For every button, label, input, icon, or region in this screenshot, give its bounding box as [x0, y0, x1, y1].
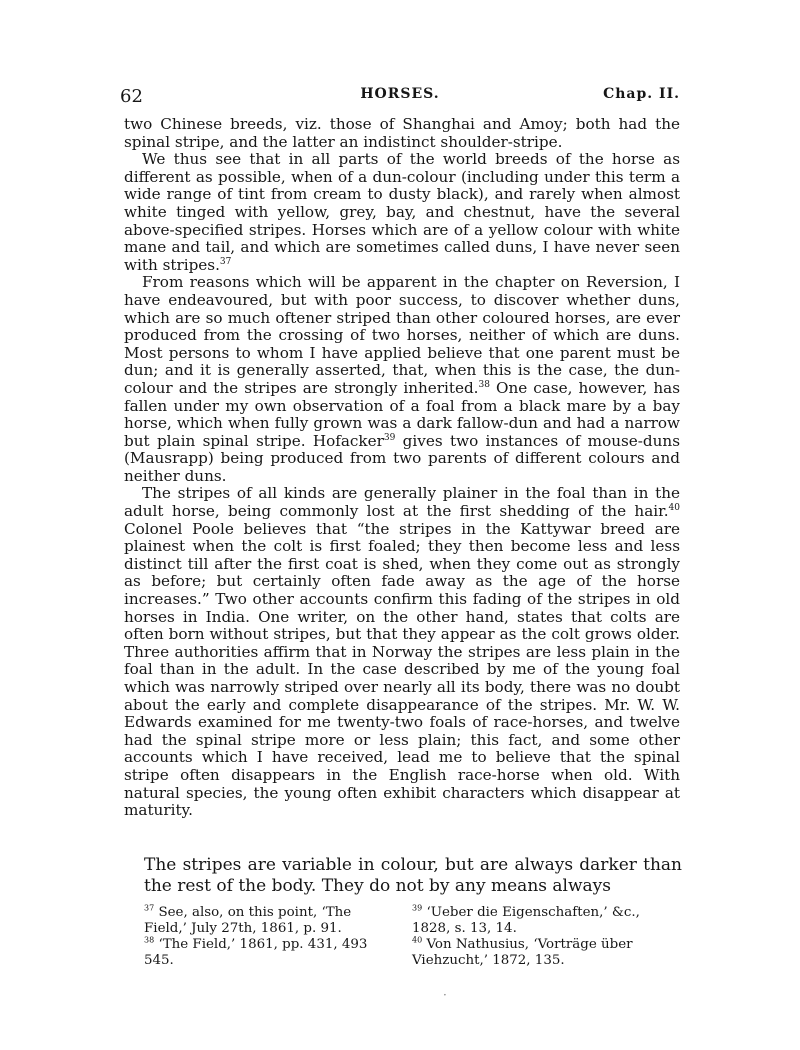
footnote-mark-38: 38	[144, 935, 155, 945]
footnote-mark-39: 39	[412, 903, 423, 913]
footnote-37	[144, 905, 394, 937]
footnote-text-39: ‘Ueber die Eigenschaften,’ &c., 1828, s. 13, 14.	[412, 905, 640, 936]
footnote-ref-39: 39	[383, 432, 396, 443]
footnote-mark-37: 37	[144, 903, 155, 913]
chapter-label: Chap. II.	[603, 86, 680, 102]
page-number: 62	[120, 86, 143, 107]
paragraph-3	[124, 274, 680, 485]
footnotes-right-column	[412, 905, 662, 969]
paragraph-5: The stripes are variable in colour, but are always darker than the rest of the body. They do not by any means always	[144, 855, 682, 896]
footnote-ref-37: 37	[219, 256, 232, 267]
running-header	[120, 86, 680, 114]
paragraph-4-text-a: The stripes of all kinds are generally plainer in the foal than in the adult horse, being commonly lost at the first shedding of the hair.	[124, 484, 680, 521]
footnote-ref-40: 40	[668, 503, 680, 513]
footnote-text-37: See, also, on this point, ‘The Field,’ July 27th, 1861, p. 91.	[144, 905, 352, 936]
body-text	[124, 116, 680, 820]
paragraph-2	[124, 151, 680, 274]
paragraph-2-text: We thus see that in all parts of the world breeds of the horse as different as possible, when of a dun-colour (including under this term a wide range of tint from cream to dusty black), and rarely when almost white tinged with yellow, grey, bay, and chestnut, have the several above-specified stripes. Horses which are of a yellow colour with white mane and tail, and which are sometimes called duns, I have never seen with stripes.	[124, 150, 680, 274]
footnote-text-40: Von Nathusius, ‘Vorträge über Viehzucht,’ 1872, 135.	[412, 937, 633, 968]
paragraph-4	[124, 485, 680, 819]
footnote-38	[144, 937, 394, 969]
paragraph-3-text-c: gives two instances of mouse-duns (Mausrapp) being produced from two parents of different colours and neither duns.	[124, 431, 680, 485]
paragraph-1: two Chinese breeds, viz. those of Shanghai and Amoy; both had the spinal stripe, and the latter an indistinct shoulder-stripe.	[124, 115, 680, 151]
paragraph-3-text-b: One case, however, has fallen under my own observation of a foal from a black mare by a bay horse, which when fully grown was a dark fallow-dun and had a narrow but plain spinal stripe. Hofacker	[124, 378, 680, 450]
footnote-ref-38: 38	[478, 379, 490, 390]
footnote-text-38: ‘The Field,’ 1861, pp. 431, 493 545.	[144, 937, 368, 968]
paragraph-4-text-b: Colonel Poole believes that “the stripes in the Kattywar breed are plainest when the colt is first foaled; they then become less and less distinct till after the first coat is shed, when they come out as strongly as before; but certainly often fade away as the age of the horse increases.” Two other accounts confirm this fading of the stripes in old horses in India. One writer, on the other hand, states that colts are often born without stripes, but that they appear as the colt grows older. Three authorities affirm that in Norway the stripes are less plain in the foal than in the adult. In the case described by me of the young foal which was narrowly striped over nearly all its body, there was no doubt about the early and complete disappearance of the stripes. Mr. W. W. Edwards examined for me twenty-two foals of race-horses, and twelve had the spinal stripe more or less plain; this fact, and some other accounts which I have received, lead me to believe that the spinal stripe often disappears in the English race-horse when old. With natural species, the young often exhibit characters which disappear at maturity.	[124, 519, 680, 820]
footnote-39	[412, 905, 662, 937]
print-speck: ·	[443, 988, 447, 1002]
running-title: HORSES.	[360, 86, 440, 102]
footnotes-left-column	[144, 905, 394, 969]
footnote-mark-40: 40	[412, 935, 423, 945]
footnote-40	[412, 937, 662, 969]
paragraph-3-text-a: From reasons which will be apparent in the chapter on Reversion, I have endeavoured, but with poor success, to discover whether duns, which are so much oftener striped than other coloured horses, are ever produced from the crossing of two horses, neither of which are duns. Most persons to whom I have applied believe that one parent must be dun; and it is generally asserted, that, when this is the case, the dun-colour and the stripes are strongly inherited.	[124, 273, 680, 397]
